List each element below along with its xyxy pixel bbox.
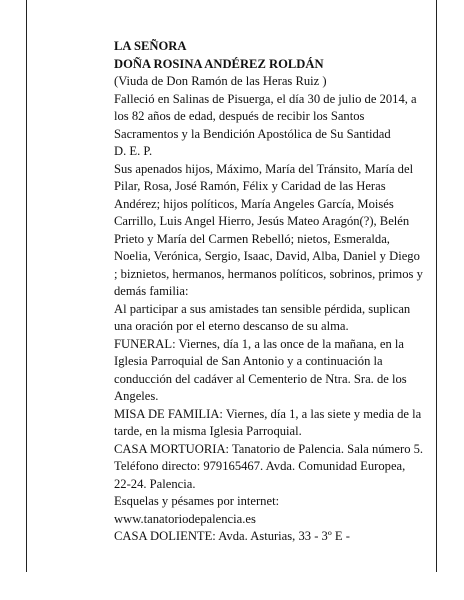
internet-label: Esquelas y pésames por internet:	[114, 494, 280, 508]
dep-line: D. E. P.	[114, 144, 153, 158]
funeral-details: FUNERAL: Viernes, día 1, a las once de la mañana, en la Iglesia Parroquial de San Antonio y a continuación la conducción del cadáver al Cementerio de Ntra. Sra. de los Angeles.	[114, 336, 407, 403]
widow-line: (Viuda de Don Ramón de las Heras Ruiz )	[114, 74, 327, 88]
internet-url: www.tanatoriodepalencia.es	[114, 511, 256, 526]
obituary-notice	[114, 38, 425, 546]
title-line-1: LA SEÑORA	[114, 39, 187, 53]
prayer-request: Al participar a sus amistades tan sensible pérdida, suplican una oración por el eterno descanso de su alma.	[114, 301, 411, 333]
family-list: Sus apenados hijos, Máximo, María del Tránsito, María del Pilar, Rosa, José Ramón, Félix y Caridad de las Heras Andérez; hijos políticos, María Angeles García, Moisés Carrillo, Luis Angel Hierro, Jesús Mateo Aragón(?), Belén Prieto y María del Carmen Rebelló; nietos, Esmeralda, Noelia, Verónica, Sergio, Isaac, David, Alba, Daniel y Diego ; biznietos, hermanos, hermanos políticos, sobrinos, primos y demás familia:	[114, 161, 423, 298]
funeral-home-details: CASA MORTUORIA: Tanatorio de Palencia. Sala número 5. Teléfono directo: 979165467. Avda. Comunidad Europea, 22-24. Palencia.	[114, 441, 424, 491]
right-border-line	[436, 0, 437, 572]
death-details: Falleció en Salinas de Pisuerga, el día 30 de julio de 2014, a los 82 años de edad, después de recibir los Santos Sacramentos y la Bendición Apostólica de Su Santidad	[114, 91, 417, 141]
family-mass-details: MISA DE FAMILIA: Viernes, día 1, a las siete y media de la tarde, en la misma Iglesia Parroquial.	[114, 406, 422, 438]
grieving-home-details: CASA DOLIENTE: Avda. Asturias, 33 - 3º E -	[114, 529, 350, 543]
left-border-line	[26, 0, 27, 572]
deceased-name: DOÑA ROSINA ANDÉREZ ROLDÁN	[114, 56, 324, 71]
